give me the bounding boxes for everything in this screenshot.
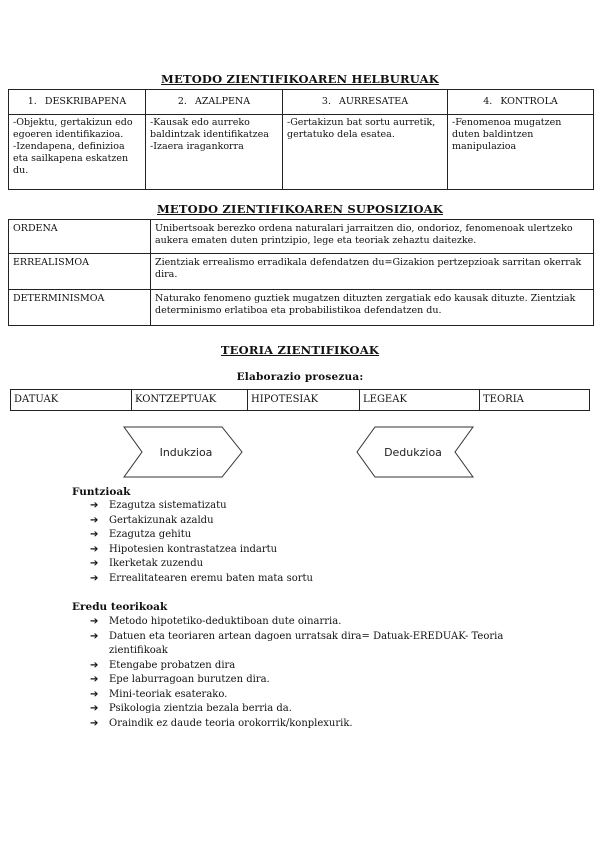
- assumptions-table: [8, 219, 594, 326]
- list-item: ➔ Ezagutza sistematizatu: [90, 499, 510, 514]
- models-list: [90, 615, 510, 731]
- list-item: ➔ Oraindik ez daude teoria orokorrik/konplexurik.: [90, 717, 510, 732]
- list-item: ➔ Metodo hipotetiko-deduktiboan dute oinarria.: [90, 615, 510, 630]
- induction-arrow: [122, 425, 244, 479]
- goal-header-1: 1. DESKRIBAPENA: [9, 90, 146, 115]
- list-item: ➔ Errealitatearen eremu baten mata sortu: [90, 572, 510, 587]
- list-item: ➔ Epe laburragoan burutzen dira.: [90, 673, 510, 688]
- process-steps-table: [10, 389, 590, 411]
- arrow-bullet-icon: ➔: [90, 703, 99, 714]
- assumption-row: [9, 254, 594, 290]
- list-item: ➔ Psikologia zientzia bezala berria da.: [90, 702, 510, 717]
- deduction-arrow: [355, 425, 475, 479]
- arrow-bullet-icon: ➔: [90, 529, 99, 540]
- arrow-bullet-icon: ➔: [90, 616, 99, 627]
- arrow-bullet-icon: ➔: [90, 674, 99, 685]
- goal-cell-4: -Fenomenoa mugatzen duten baldintzen manipulazioa: [448, 115, 594, 190]
- assumption-desc: Naturako fenomeno guztiek mugatzen dituzten zergatiak edo kausak dituzte. Zientziak determinismo erlatiboa eta probabilistikoa defendatzen du.: [151, 290, 594, 326]
- models-title: Eredu teorikoak: [72, 601, 168, 613]
- functions-title: Funtzioak: [72, 486, 131, 498]
- goal-cell-2: -Kausak edo aurreko baldintzak identifikatzea -Izaera iragankorra: [146, 115, 283, 190]
- assumption-term: ERREALISMOA: [9, 254, 151, 290]
- process-step: LEGEAK: [360, 390, 480, 411]
- arrow-bullet-icon: ➔: [90, 500, 99, 511]
- goal-header-2: 2. AZALPENA: [146, 90, 283, 115]
- list-item: ➔ Ezagutza gehitu: [90, 528, 510, 543]
- arrow-bullet-icon: ➔: [90, 514, 99, 526]
- deduction-label: Dedukzioa: [384, 446, 442, 459]
- process-step: HIPOTESIAK: [248, 390, 360, 411]
- process-step: KONTZEPTUAK: [132, 390, 248, 411]
- list-item: ➔ Hipotesien kontrastatzea indartu: [90, 543, 510, 558]
- assumption-term: ORDENA: [9, 220, 151, 254]
- arrow-bullet-icon: ➔: [90, 558, 99, 569]
- process-step: TEORIA: [480, 390, 590, 411]
- process-subtitle: Elaborazio prosezua:: [236, 371, 364, 383]
- arrow-bullet-icon: ➔: [90, 717, 99, 729]
- process-step: DATUAK: [11, 390, 132, 411]
- goals-table: [8, 89, 594, 190]
- section3-title: TEORIA ZIENTIFIKOAK: [220, 343, 380, 357]
- goal-cell-1: -Objektu, gertakizun edo egoeren identifikazioa. -Izendapena, definizioa eta sailkapena eskatzen du.: [9, 115, 146, 190]
- assumption-desc: Zientziak errealismo erradikala defendatzen du=Gizakion pertzepzioak sarritan okerrak dira.: [151, 254, 594, 290]
- functions-list: [90, 499, 510, 586]
- assumption-row: [9, 290, 594, 326]
- assumption-term: DETERMINISMOA: [9, 290, 151, 326]
- list-item: ➔ Ikerketak zuzendu: [90, 557, 510, 572]
- assumption-desc: Unibertsoak berezko ordena naturalari jarraitzen dio, ondorioz, fenomenoak ulertzeko aukera ematen duten printzipio, lege eta teoriak zehaztu daitezke.: [151, 220, 594, 254]
- induction-label: Indukzioa: [159, 446, 213, 459]
- goal-header-4: 4. KONTROLA: [448, 90, 594, 115]
- arrow-bullet-icon: ➔: [90, 630, 99, 642]
- goal-header-3: 3. AURRESATEA: [283, 90, 448, 115]
- list-item: ➔ Datuen eta teoriaren artean dagoen urratsak dira= Datuak-EREDUAK- Teoria zientifikoak: [90, 630, 504, 656]
- list-item: ➔ Etengabe probatzen dira: [90, 659, 510, 674]
- arrow-bullet-icon: ➔: [90, 543, 99, 555]
- list-item: ➔ Mini-teoriak esaterako.: [90, 688, 510, 703]
- list-item: ➔ Gertakizunak azaldu: [90, 514, 510, 529]
- assumption-row: [9, 220, 594, 254]
- arrow-bullet-icon: ➔: [90, 659, 99, 671]
- arrow-bullet-icon: ➔: [90, 572, 99, 584]
- arrow-bullet-icon: ➔: [90, 688, 99, 700]
- goal-cell-3: -Gertakizun bat sortu aurretik, gertatuko dela esatea.: [283, 115, 448, 190]
- section1-title: METODO ZIENTIFIKOAREN HELBURUAK: [161, 72, 439, 86]
- section2-title: METODO ZIENTIFIKOAREN SUPOSIZIOAK: [156, 202, 444, 216]
